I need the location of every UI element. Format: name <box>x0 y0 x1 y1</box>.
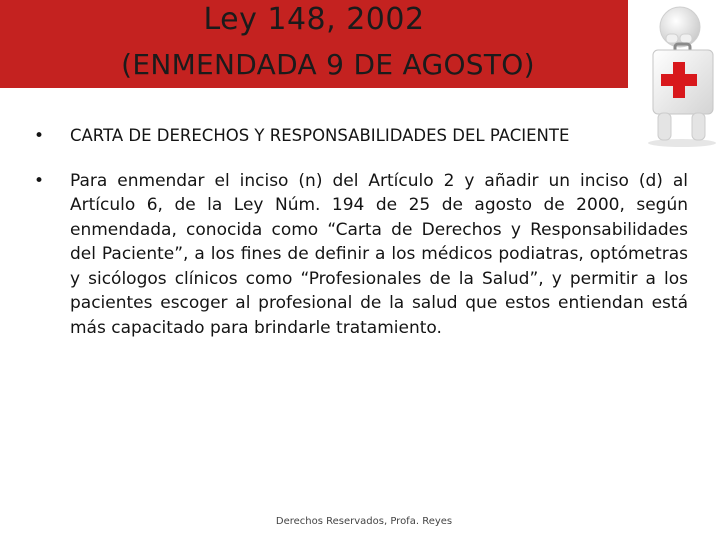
list-item <box>34 169 688 341</box>
list-item <box>34 124 688 149</box>
slide-title: Ley 148, 2002 <box>203 2 425 37</box>
bullet-text: CARTA DE DERECHOS Y RESPONSABILIDADES DEL PACIENTE <box>70 126 570 145</box>
slide-body <box>34 124 688 340</box>
slide-subtitle: (ENMENDADA 9 DE AGOSTO) <box>121 48 535 81</box>
bullet-marker: • <box>34 126 45 146</box>
footer-credit: Derechos Reservados, Profa. Reyes <box>275 516 453 527</box>
bullet-text: Para enmendar el inciso (n) del Artículo 2 y añadir un inciso (d) al Artículo 6, de la Ley Núm. 194 de 25 de agosto de 2000, según enmendada, conocida como “Carta de Derechos y Responsabilidades del Paciente”, a los fines de definir a los médicos podiatras, optómetras y sicólogos clínicos como “Profesionales de la Salud”, y permitir a los pacientes escoger al profesional de la salud que estos entiendan está más capacitado para brindarle tratamiento. <box>70 170 688 338</box>
bullet-marker: • <box>34 170 45 191</box>
